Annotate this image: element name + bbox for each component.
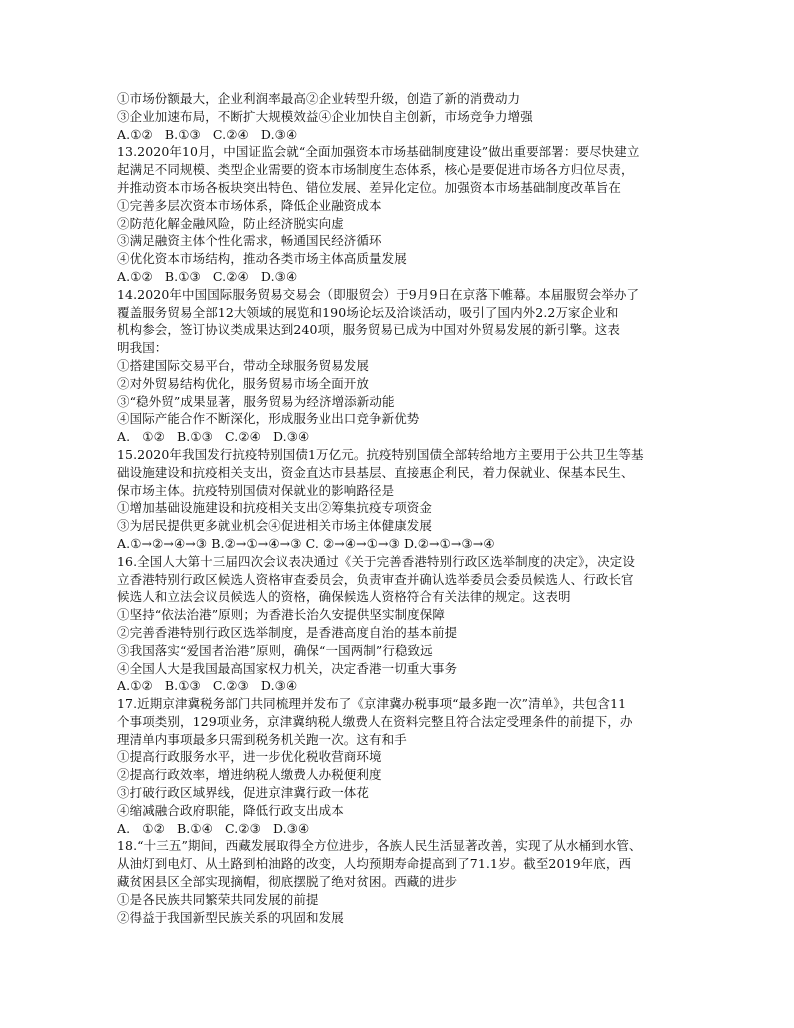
question-13-stem: 并推动资本市场各板块突出特色、错位发展、差异化定位。加强资本市场基础制度改革旨在 [117, 179, 622, 195]
option-line: ④缩减融合政府职能，降低行政支出成本 [117, 802, 344, 818]
option-line: ②提高行政效率，增进纳税人缴费人办税便利度 [117, 767, 382, 783]
option-line: ①搭建国际交易平台，带动全球服务贸易发展 [117, 357, 370, 373]
question-18-stem: 18.“十三五”期间，西藏发展取得全方位进步，各族人民生活显著改善，实现了从水桶到水管、 [117, 838, 642, 854]
question-17-stem: 17.近期京津冀税务部门共同梳理并发布了《京津冀办税事项“最多跑一次”清单》，共包含11 [117, 696, 627, 712]
question-14-stem: 明我国： [117, 340, 168, 356]
option-line: ②防范化解金融风险，防止经济脱实向虚 [117, 215, 344, 231]
answer-choices: A.①② B.①③ C.②④ D.③④ [117, 268, 298, 284]
option-line: ③打破行政区域界线，促进京津冀行政一体花 [117, 785, 370, 801]
answer-choices: A.①→②→④→③ B.②→①→④→③ C. ②→④→①→③ D.②→①→③→④ [117, 535, 495, 551]
option-line: ③满足融资主体个性化需求，畅通国民经济循环 [117, 233, 382, 249]
question-14-stem: 覆盖服务贸易全部12大领域的展览和190场论坛及洽谈活动，吸引了国内外2.2万家企业和 [117, 304, 619, 320]
option-line: ④优化资本市场结构，推动各类市场主体高质量发展 [117, 251, 407, 267]
option-line: ①完善多层次资本市场体系，降低企业融资成本 [117, 197, 382, 213]
answer-choices: A.①② B.①③ C.②④ D.③④ [117, 126, 298, 142]
option-line: ②完善香港特别行政区选举制度，是香港高度自治的基本前提 [117, 624, 458, 640]
option-line: ①市场份额最大，企业利润率最高②企业转型升级，创造了新的消费动力 [117, 91, 521, 106]
question-16-stem: 立香港特别行政区候选人资格审查委员会，负责审查并确认选举委员会委员候选人、行政长官 [117, 571, 634, 587]
option-line: ④国际产能合作不断深化，形成服务业出口竞争新优势 [117, 411, 420, 427]
question-14-stem: 14.2020年中国国际服务贸易交易会（即服贸会）于9月9日在京落下帷幕。本届服贸会举办了 [117, 286, 640, 302]
option-line: ③为居民提供更多就业机会④促进相关市场主体健康发展 [117, 518, 433, 534]
question-13-stem: 13.2020年10月，中国证监会就“全面加强资本市场基础制度建设”做出重要部署：要尽快建立 [117, 144, 640, 160]
answer-choices: A. ①② B.①③ C.②④ D.③④ [117, 429, 310, 445]
option-line: ①是各民族共同繁荣共同发展的前提 [117, 891, 319, 907]
answer-choices: A. ①② B.①④ C.②③ D.③④ [117, 820, 310, 836]
question-16-stem: 候选人和立法会议员候选人的资格，确保候选人资格符合有关法律的规定。这表明 [117, 589, 571, 605]
answer-choices: A.①② B.①③ C.②③ D.③④ [117, 678, 298, 694]
question-18-stem: 藏贫困县区全部实现摘帽，彻底摆脱了绝对贫困。西藏的进步 [117, 874, 458, 890]
option-line: ③“稳外贸”成果显著，服务贸易为经济增添新动能 [117, 393, 395, 409]
option-line: ③企业加速布局，不断扩大规模效益④企业加快自主创新，市场竞争力增强 [117, 108, 533, 124]
question-17-stem: 个事项类别，129项业务，京津冀纳税人缴费人在资料完整且符合法定受理条件的前提下，办 [117, 713, 633, 729]
option-line: ④全国人大是我国最高国家权力机关，决定香港一切重大事务 [117, 660, 458, 676]
question-16-stem: 16.全国人大第十三届四次会议表决通过《关于完善香港特别行政区选举制度的决定》，决定设 [117, 553, 635, 569]
question-15-stem: 15.2020年我国发行抗疫特别国债1万亿元。抗疫特别国债全部转给地方主要用于公共卫生等基 [117, 446, 644, 462]
option-line: ②对外贸易结构优化，服务贸易市场全面开放 [117, 375, 370, 391]
option-line: ③我国落实“爱国者治港”原则，确保“一国两制”行稳致远 [117, 642, 433, 658]
question-18-stem: 从油灯到电灯、从土路到柏油路的改变，人均预期寿命提高到了71.1岁。截至2019年底，西 [117, 856, 632, 872]
question-15-stem: 础设施建设和抗疫相关支出，资金直达市县基层、直接惠企利民，着力保就业、保基本民生、 [117, 464, 634, 480]
option-line: ②得益于我国新型民族关系的巩固和发展 [117, 909, 344, 925]
question-15-stem: 保市场主体。抗疫特别国债对保就业的影响路径是 [117, 482, 395, 498]
option-line: ①坚持“依法治港”原则；为香港长治久安提供坚实制度保障 [117, 607, 445, 623]
exam-page [117, 90, 687, 926]
question-14-stem: 机构参会，签订协议类成果达到240项，服务贸易已成为中国对外贸易发展的新引擎。这表 [117, 322, 620, 338]
question-17-stem: 理清单内事项最多只需到税务机关跑一次。这有和手 [117, 731, 407, 747]
question-13-stem: 起满足不同规模、类型企业需要的资本市场制度生态体系，核心是要促进市场各方归位尽责， [117, 162, 634, 178]
option-line: ①增加基础设施建设和抗疫相关支出②筹集抗疫专项资金 [117, 500, 433, 516]
option-line: ①提高行政服务水平，进一步优化税收营商环境 [117, 749, 382, 765]
